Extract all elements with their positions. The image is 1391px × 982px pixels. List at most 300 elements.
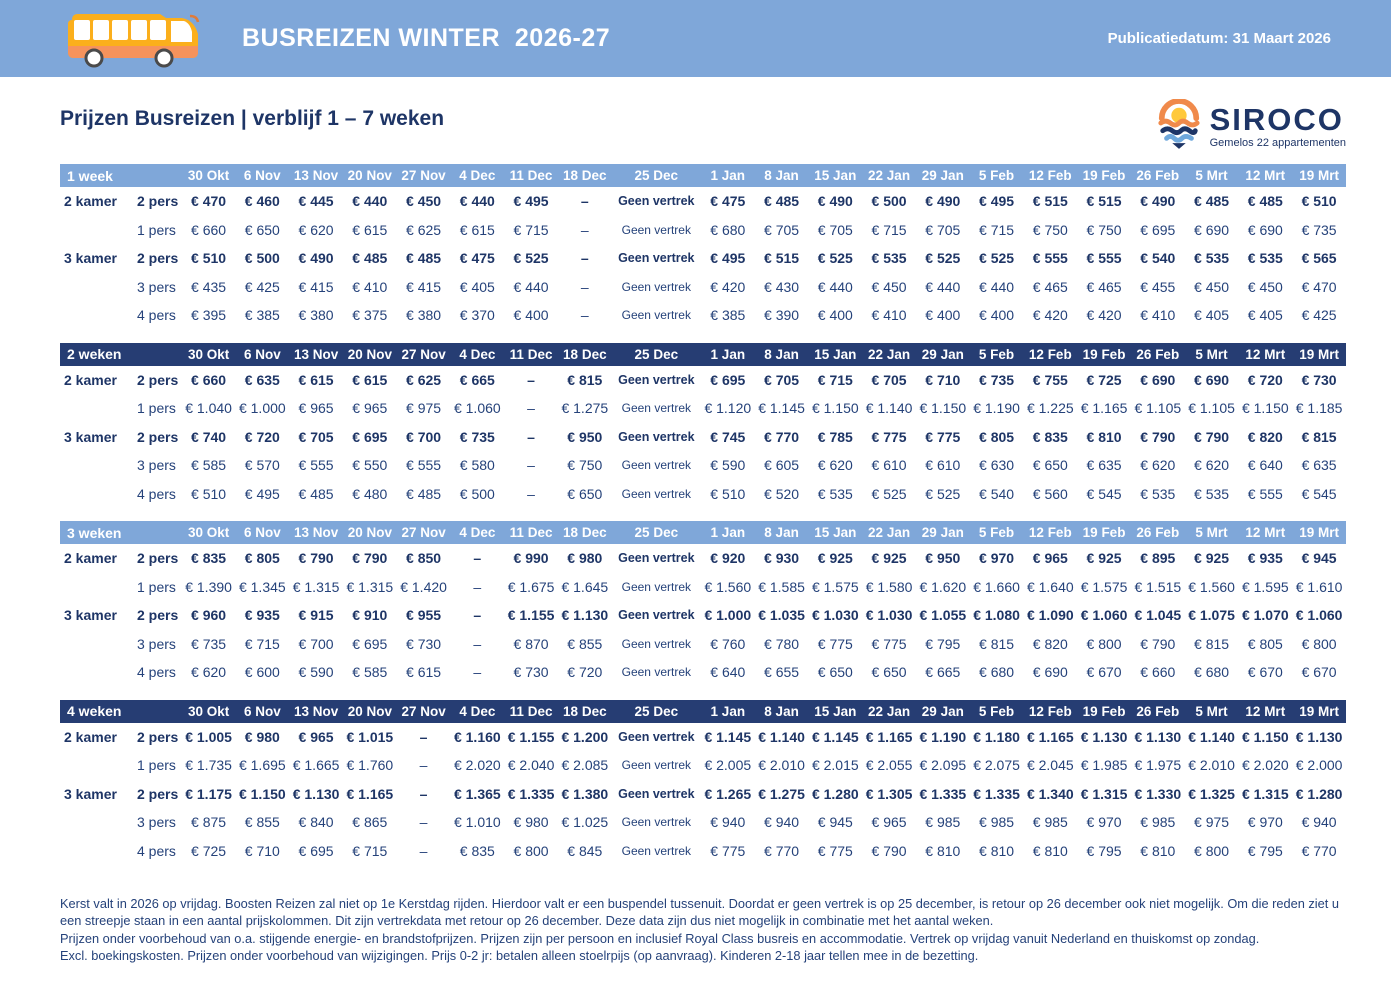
price-cell: € 690 <box>1194 371 1230 388</box>
price-cell: € 1.280 <box>811 785 859 802</box>
date-header-cell: 20 Nov <box>343 700 397 723</box>
price-cell: € 1.155 <box>507 728 555 745</box>
price-cell: € 625 <box>406 371 442 388</box>
date-header-cell: 8 Jan <box>755 700 809 723</box>
price-cell: € 795 <box>925 635 961 652</box>
price-cell: € 525 <box>979 250 1015 267</box>
price-cell: € 925 <box>871 550 907 567</box>
price-cell: € 775 <box>871 428 907 445</box>
price-cell: € 980 <box>567 550 603 567</box>
price-cell: € 500 <box>244 250 280 267</box>
price-cell: € 660 <box>191 221 227 238</box>
price-cell: € 2.075 <box>973 757 1020 774</box>
date-header-cell: 19 Mrt <box>1292 521 1346 544</box>
price-cell: € 1.645 <box>561 578 609 595</box>
kamer-cell <box>60 480 131 509</box>
price-cell: € 620 <box>1140 457 1176 474</box>
price-cell: € 820 <box>1032 635 1068 652</box>
price-cell: € 465 <box>1086 278 1122 295</box>
date-header-cell: 26 Feb <box>1131 521 1185 544</box>
price-cell: € 1.315 <box>292 578 340 595</box>
price-cell: € 1.000 <box>238 400 286 417</box>
price-cell: € 1.340 <box>1026 785 1074 802</box>
price-cell: € 1.585 <box>758 578 805 595</box>
date-header-cell: 6 Nov <box>235 343 289 366</box>
price-cell: € 1.200 <box>561 728 609 745</box>
date-header-cell: 29 Jan <box>916 164 970 187</box>
price-cell: € 440 <box>352 193 388 210</box>
price-cell: € 535 <box>817 485 853 502</box>
pers-cell: 3 pers <box>136 457 176 474</box>
price-cell: € 795 <box>1247 842 1283 859</box>
price-cell: € 660 <box>1140 664 1176 681</box>
price-cell: € 1.010 <box>453 814 501 831</box>
dash-cell: – <box>473 578 482 595</box>
price-cell: € 2.020 <box>453 757 501 774</box>
price-cell: € 480 <box>352 485 388 502</box>
price-cell: € 380 <box>298 307 334 324</box>
price-cell: € 555 <box>406 457 442 474</box>
price-cell: € 495 <box>710 250 746 267</box>
pers-cell: 2 pers <box>136 550 179 567</box>
price-cell: € 635 <box>1301 457 1337 474</box>
price-cell: € 790 <box>871 842 907 859</box>
price-cell: € 730 <box>513 664 549 681</box>
dash-cell: – <box>580 278 589 295</box>
date-header-cell: 19 Mrt <box>1292 343 1346 366</box>
price-cell: € 1.130 <box>1295 728 1343 745</box>
price-cell: € 670 <box>1086 664 1122 681</box>
kamer-cell: 3 kamer <box>64 607 117 624</box>
date-header-cell: 26 Feb <box>1131 164 1185 187</box>
date-header-cell: 13 Nov <box>289 521 343 544</box>
price-cell: € 1.595 <box>1241 578 1289 595</box>
price-cell: € 385 <box>710 307 746 324</box>
price-cell: € 570 <box>244 457 280 474</box>
pers-cell: 2 pers <box>136 250 179 267</box>
price-cell: € 965 <box>298 400 334 417</box>
geen-vertrek-cell: Geen vertrek <box>621 579 691 594</box>
price-cell: € 1.420 <box>400 578 447 595</box>
date-header-cell: 30 Okt <box>182 164 236 187</box>
price-cell: € 695 <box>352 635 388 652</box>
price-cell: € 840 <box>298 814 334 831</box>
price-cell: € 450 <box>406 193 442 210</box>
price-cell: € 965 <box>1032 550 1068 567</box>
price-cell: € 895 <box>1140 550 1176 567</box>
price-cell: € 400 <box>925 307 961 324</box>
price-cell: € 2.045 <box>1026 757 1074 774</box>
date-header-cell: 19 Feb <box>1077 164 1131 187</box>
date-header-cell: 27 Nov <box>397 164 451 187</box>
price-cell: € 510 <box>710 485 746 502</box>
main-title: BUSREIZEN WINTER 2026-27 <box>242 24 611 52</box>
price-cell: € 435 <box>191 278 227 295</box>
price-cell: € 555 <box>298 457 334 474</box>
price-cell: € 970 <box>1247 814 1283 831</box>
price-cell: € 2.085 <box>561 757 609 774</box>
price-cell: € 565 <box>1301 250 1337 267</box>
price-cell: € 485 <box>1194 193 1230 210</box>
price-cell: € 1.760 <box>346 757 394 774</box>
price-cell: € 705 <box>764 371 800 388</box>
price-cell: € 950 <box>925 550 961 567</box>
date-header-cell: 18 Dec <box>558 700 612 723</box>
price-cell: € 810 <box>1140 842 1176 859</box>
price-cell: € 465 <box>1032 278 1068 295</box>
price-cell: € 1.040 <box>185 400 232 417</box>
date-header-cell: 25 Dec <box>612 164 701 187</box>
price-cell: € 650 <box>817 664 853 681</box>
kamer-cell <box>60 837 131 866</box>
price-cell: € 810 <box>979 842 1015 859</box>
price-cell: € 715 <box>352 842 388 859</box>
dash-cell: – <box>580 193 589 210</box>
price-cell: € 750 <box>1032 221 1068 238</box>
dash-cell: – <box>419 785 428 802</box>
price-cell: € 500 <box>871 193 907 210</box>
dash-cell: – <box>419 814 428 831</box>
price-cell: € 400 <box>979 307 1015 324</box>
price-cell: € 1.275 <box>561 400 609 417</box>
price-cell: € 520 <box>764 485 800 502</box>
price-cell: € 515 <box>1032 193 1068 210</box>
price-cell: € 450 <box>871 278 907 295</box>
price-cell: € 1.160 <box>453 728 501 745</box>
price-cell: € 870 <box>513 635 549 652</box>
price-cell: € 1.335 <box>507 785 555 802</box>
price-cell: € 490 <box>1140 193 1176 210</box>
price-cell: € 560 <box>1032 485 1068 502</box>
price-cell: € 800 <box>1301 635 1337 652</box>
price-cell: € 805 <box>979 428 1015 445</box>
price-cell: € 1.325 <box>1188 785 1235 802</box>
price-cell: € 810 <box>925 842 961 859</box>
price-cell: € 820 <box>1247 428 1283 445</box>
price-cell: € 1.105 <box>1134 400 1182 417</box>
price-cell: € 945 <box>817 814 853 831</box>
date-header-cell: 1 Jan <box>701 521 755 544</box>
pers-cell: 4 pers <box>136 307 176 324</box>
kamer-cell: 3 kamer <box>64 785 117 802</box>
price-cell: € 725 <box>1086 371 1122 388</box>
price-cell: € 420 <box>710 278 746 295</box>
footnote-paragraph: Kerst valt in 2026 op vrijdag. Boosten Reizen zal niet op 1e Kerstdag rijden. Hierdoor valt er een buspendel tussenuit. Doordat er geen vertrek is op 25 december, is retour op 26 december ook niet mogelijk. Om die reden ziet u een streepje staan in een aantal prijskolommen. Dit zijn vertrekdata met retour op 26 december. Deze data zijn dus niet mogelijk in combinatie met het aantal weken. <box>60 896 1339 929</box>
price-cell: € 1.180 <box>973 728 1020 745</box>
pers-cell: 3 pers <box>136 635 176 652</box>
price-cell: € 925 <box>817 550 853 567</box>
dash-cell: – <box>473 550 482 567</box>
price-cell: € 545 <box>1086 485 1122 502</box>
price-cell: € 1.130 <box>561 607 609 624</box>
price-cell: € 770 <box>764 428 800 445</box>
kamer-cell: 2 kamer <box>64 550 117 567</box>
date-header-cell: 29 Jan <box>916 521 970 544</box>
date-header-cell: 6 Nov <box>235 164 289 187</box>
price-cell: € 615 <box>459 221 495 238</box>
price-cell: € 720 <box>567 664 603 681</box>
pers-cell: 4 pers <box>136 485 176 502</box>
price-cell: € 1.105 <box>1188 400 1235 417</box>
page-title: Prijzen Busreizen | verblijf 1 – 7 weken <box>60 107 445 130</box>
date-header-cell: 8 Jan <box>755 164 809 187</box>
date-header-cell: 13 Nov <box>289 343 343 366</box>
price-cell: € 660 <box>191 371 227 388</box>
geen-vertrek-cell: Geen vertrek <box>621 308 691 323</box>
price-cell: € 1.165 <box>1080 400 1128 417</box>
price-cell: € 620 <box>191 664 227 681</box>
date-header-cell: 18 Dec <box>558 343 612 366</box>
price-cell: € 395 <box>191 307 227 324</box>
price-cell: € 745 <box>710 428 746 445</box>
price-cell: € 940 <box>710 814 746 831</box>
price-cell: € 1.060 <box>1295 607 1343 624</box>
price-cell: € 815 <box>979 635 1015 652</box>
kamer-cell <box>60 658 131 687</box>
price-cell: € 450 <box>1194 278 1230 295</box>
price-cell: € 640 <box>710 664 746 681</box>
date-header-cell: 4 Dec <box>450 343 504 366</box>
price-cell: € 790 <box>1140 635 1176 652</box>
price-cell: € 740 <box>191 428 227 445</box>
price-cell: € 1.280 <box>1295 785 1343 802</box>
bus-icon <box>64 8 206 70</box>
price-cell: € 1.620 <box>919 578 967 595</box>
price-cell: € 790 <box>1194 428 1230 445</box>
date-header-cell: 4 Dec <box>450 521 504 544</box>
date-header-cell: 1 Jan <box>701 343 755 366</box>
price-cell: € 1.155 <box>507 607 555 624</box>
price-cell: € 1.185 <box>1295 400 1343 417</box>
pers-cell: 2 pers <box>136 428 179 445</box>
price-cell: € 620 <box>1194 457 1230 474</box>
price-cell: € 1.560 <box>1188 578 1235 595</box>
date-header-cell: 8 Jan <box>755 521 809 544</box>
date-header-cell: 5 Feb <box>970 164 1024 187</box>
price-cell: € 475 <box>459 250 495 267</box>
geen-vertrek-cell: Geen vertrek <box>618 608 695 623</box>
kamer-cell <box>60 301 131 330</box>
siroco-sun-waves-icon <box>1156 99 1202 154</box>
kamer-cell <box>60 216 131 245</box>
price-cell: € 710 <box>244 842 280 859</box>
price-cell: € 615 <box>352 371 388 388</box>
price-cell: € 425 <box>244 278 280 295</box>
price-cell: € 460 <box>244 193 280 210</box>
price-cell: € 780 <box>764 635 800 652</box>
pers-cell: 3 pers <box>136 814 176 831</box>
price-cell: € 1.560 <box>704 578 752 595</box>
price-cell: € 2.000 <box>1295 757 1343 774</box>
price-cell: € 500 <box>459 485 495 502</box>
date-header-cell: 26 Feb <box>1131 700 1185 723</box>
price-cell: € 585 <box>191 457 227 474</box>
kamer-cell: 2 kamer <box>64 193 117 210</box>
price-cell: € 1.640 <box>1026 578 1074 595</box>
price-cell: € 555 <box>1086 250 1122 267</box>
date-header-cell: 27 Nov <box>397 521 451 544</box>
dash-cell: – <box>473 664 482 681</box>
date-header-cell: 4 Dec <box>450 164 504 187</box>
geen-vertrek-cell: Geen vertrek <box>618 551 695 566</box>
date-header-cell: 12 Feb <box>1023 700 1077 723</box>
price-cell: € 665 <box>925 664 961 681</box>
price-cell: € 965 <box>871 814 907 831</box>
price-cell: € 690 <box>1140 371 1176 388</box>
price-cell: € 1.985 <box>1080 757 1128 774</box>
price-table-3-weken <box>60 521 1346 687</box>
brand-logo <box>1156 99 1346 154</box>
price-cell: € 390 <box>764 307 800 324</box>
date-header-cell: 1 Jan <box>701 700 755 723</box>
price-cell: € 1.045 <box>1134 607 1182 624</box>
price-cell: € 485 <box>406 250 442 267</box>
footnote-paragraph: Excl. boekingskosten. Prijzen onder voorbehoud van wijzigingen. Prijs 0-2 jr: betalen alleen stoelrpijs (op aanvraag). Kinderen 2-18 jaar tellen mee in de bezetting. <box>60 948 979 964</box>
kamer-cell <box>60 751 131 780</box>
price-cell: € 705 <box>817 221 853 238</box>
price-cell: € 605 <box>764 457 800 474</box>
price-cell: € 1.225 <box>1026 400 1074 417</box>
price-cell: € 1.030 <box>811 607 859 624</box>
price-cell: € 725 <box>191 842 227 859</box>
price-cell: € 495 <box>979 193 1015 210</box>
price-cell: € 525 <box>513 250 549 267</box>
price-cell: € 720 <box>244 428 280 445</box>
price-cell: € 610 <box>925 457 961 474</box>
price-cell: € 940 <box>764 814 800 831</box>
dash-cell: – <box>473 635 482 652</box>
price-cell: € 680 <box>710 221 746 238</box>
price-cell: € 415 <box>298 278 334 295</box>
price-cell: € 835 <box>459 842 495 859</box>
price-cell: € 385 <box>244 307 280 324</box>
price-cell: € 510 <box>191 250 227 267</box>
price-cell: € 1.145 <box>704 728 752 745</box>
date-header-cell: 12 Mrt <box>1238 164 1292 187</box>
geen-vertrek-cell: Geen vertrek <box>618 251 695 266</box>
price-cell: € 790 <box>1140 428 1176 445</box>
geen-vertrek-cell: Geen vertrek <box>618 786 695 801</box>
price-cell: € 410 <box>871 307 907 324</box>
price-cell: € 2.040 <box>507 757 555 774</box>
price-cell: € 1.060 <box>1080 607 1128 624</box>
price-cell: € 700 <box>406 428 442 445</box>
price-cell: € 525 <box>925 485 961 502</box>
price-cell: € 1.365 <box>453 785 501 802</box>
kamer-cell: 3 kamer <box>64 250 117 267</box>
price-cell: € 1.575 <box>811 578 859 595</box>
price-cell: € 635 <box>244 371 280 388</box>
price-cell: € 485 <box>1247 193 1283 210</box>
price-cell: € 945 <box>1301 550 1337 567</box>
price-cell: € 715 <box>513 221 549 238</box>
price-cell: € 2.010 <box>1188 757 1235 774</box>
date-header-cell: 19 Mrt <box>1292 164 1346 187</box>
kamer-cell <box>60 808 131 837</box>
price-cell: € 910 <box>352 607 388 624</box>
geen-vertrek-cell: Geen vertrek <box>618 194 695 209</box>
price-cell: € 440 <box>979 278 1015 295</box>
price-cell: € 935 <box>244 607 280 624</box>
date-header-cell: 20 Nov <box>343 164 397 187</box>
price-cell: € 755 <box>1032 371 1068 388</box>
price-cell: € 495 <box>244 485 280 502</box>
dash-cell: – <box>527 428 535 445</box>
price-cell: € 730 <box>406 635 442 652</box>
dash-cell: – <box>419 842 428 859</box>
price-cell: € 515 <box>1086 193 1122 210</box>
price-cell: € 510 <box>191 485 227 502</box>
price-cell: € 2.005 <box>704 757 752 774</box>
price-cell: € 815 <box>567 371 603 388</box>
price-cell: € 775 <box>871 635 907 652</box>
price-cell: € 420 <box>1032 307 1068 324</box>
price-cell: € 1.975 <box>1134 757 1182 774</box>
price-cell: € 790 <box>352 550 388 567</box>
price-cell: € 620 <box>817 457 853 474</box>
price-cell: € 1.315 <box>1080 785 1128 802</box>
price-cell: € 2.015 <box>811 757 859 774</box>
dash-cell: – <box>527 371 535 388</box>
price-cell: € 615 <box>352 221 388 238</box>
price-cell: € 430 <box>764 278 800 295</box>
price-cell: € 1.335 <box>973 785 1020 802</box>
price-cell: € 1.695 <box>238 757 286 774</box>
price-cell: € 2.010 <box>758 757 805 774</box>
price-cell: € 2.020 <box>1241 757 1289 774</box>
date-header-cell: 25 Dec <box>612 700 701 723</box>
pers-cell: 2 pers <box>136 607 179 624</box>
price-cell: € 405 <box>1194 307 1230 324</box>
date-header-cell: 26 Feb <box>1131 343 1185 366</box>
table-title: 1 week <box>60 164 182 187</box>
price-cell: € 440 <box>817 278 853 295</box>
price-cell: € 415 <box>406 278 442 295</box>
pers-cell: 1 pers <box>136 400 176 417</box>
price-cell: € 985 <box>979 814 1015 831</box>
price-cell: € 450 <box>1247 278 1283 295</box>
price-cell: € 440 <box>925 278 961 295</box>
price-cell: € 1.055 <box>919 607 967 624</box>
price-cell: € 1.075 <box>1188 607 1235 624</box>
price-cell: € 670 <box>1301 664 1337 681</box>
date-header-cell: 29 Jan <box>916 343 970 366</box>
price-cell: € 1.265 <box>704 785 752 802</box>
price-cell: € 1.000 <box>704 607 752 624</box>
date-header-cell: 20 Nov <box>343 521 397 544</box>
price-cell: € 1.035 <box>758 607 805 624</box>
publication-date: Publicatiedatum: 31 Maart 2026 <box>1107 30 1331 47</box>
price-cell: € 1.610 <box>1295 578 1343 595</box>
pers-cell: 2 pers <box>136 728 179 745</box>
price-cell: € 915 <box>298 607 334 624</box>
price-cell: € 485 <box>352 250 388 267</box>
price-cell: € 705 <box>298 428 334 445</box>
date-header-cell: 15 Jan <box>808 521 862 544</box>
price-cell: € 1.030 <box>865 607 913 624</box>
price-cell: € 1.015 <box>346 728 394 745</box>
price-cell: € 1.090 <box>1026 607 1074 624</box>
date-header-cell: 30 Okt <box>182 343 236 366</box>
kamer-cell <box>60 451 131 480</box>
geen-vertrek-cell: Geen vertrek <box>621 486 691 501</box>
pers-cell: 1 pers <box>136 757 176 774</box>
price-cell: € 1.150 <box>811 400 859 417</box>
price-cell: € 1.330 <box>1134 785 1182 802</box>
pers-cell: 2 pers <box>136 371 179 388</box>
price-cell: € 695 <box>352 428 388 445</box>
date-header-cell: 30 Okt <box>182 700 236 723</box>
